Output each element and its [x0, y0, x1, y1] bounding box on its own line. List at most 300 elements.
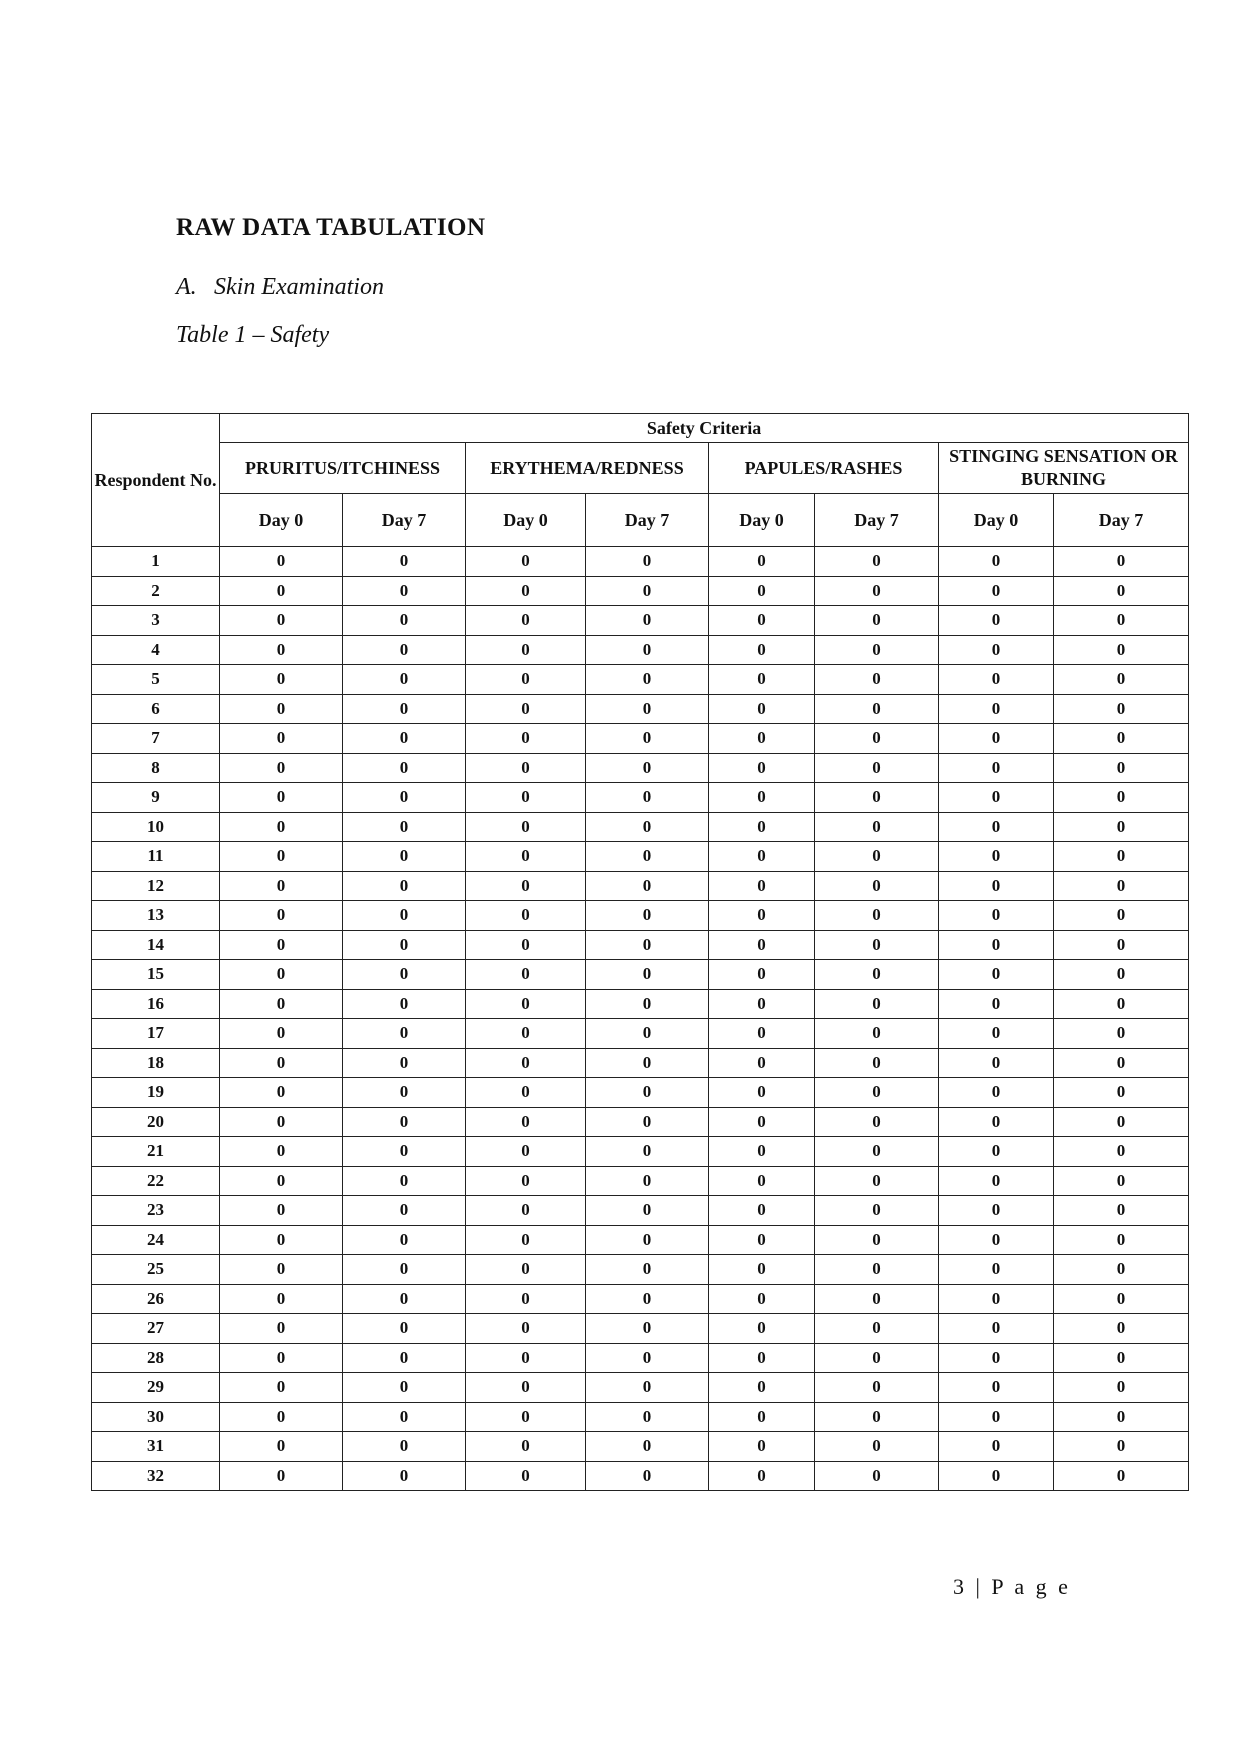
score-cell: 0 [939, 1137, 1054, 1167]
score-cell: 0 [586, 1255, 709, 1285]
table-row [92, 635, 1189, 665]
score-cell: 0 [939, 1078, 1054, 1108]
score-cell: 0 [220, 1432, 343, 1462]
respondent-number: 27 [92, 1314, 220, 1344]
table-row [92, 576, 1189, 606]
score-cell: 0 [343, 1196, 466, 1226]
score-cell: 0 [586, 1225, 709, 1255]
score-cell: 0 [939, 842, 1054, 872]
score-cell: 0 [343, 1343, 466, 1373]
score-cell: 0 [1054, 1461, 1189, 1491]
score-cell: 0 [709, 635, 815, 665]
score-cell: 0 [815, 1402, 939, 1432]
respondent-number: 26 [92, 1284, 220, 1314]
group-header-pruritus: PRURITUS/ITCHINESS [220, 443, 466, 494]
page-number: 3 | P a g e [953, 1574, 1071, 1599]
section-title-text: Skin Examination [214, 274, 384, 300]
score-cell: 0 [709, 1461, 815, 1491]
score-cell: 0 [220, 1402, 343, 1432]
score-cell: 0 [586, 842, 709, 872]
score-cell: 0 [1054, 1343, 1189, 1373]
respondent-number: 14 [92, 930, 220, 960]
score-cell: 0 [1054, 1225, 1189, 1255]
score-cell: 0 [220, 1107, 343, 1137]
score-cell: 0 [815, 576, 939, 606]
score-cell: 0 [466, 812, 586, 842]
table-row [92, 901, 1189, 931]
score-cell: 0 [586, 901, 709, 931]
table-row [92, 1255, 1189, 1285]
score-cell: 0 [220, 665, 343, 695]
table-row [92, 783, 1189, 813]
table-row [92, 1314, 1189, 1344]
score-cell: 0 [220, 547, 343, 577]
score-cell: 0 [343, 960, 466, 990]
score-cell: 0 [1054, 753, 1189, 783]
score-cell: 0 [586, 960, 709, 990]
score-cell: 0 [815, 1284, 939, 1314]
score-cell: 0 [343, 1225, 466, 1255]
score-cell: 0 [220, 606, 343, 636]
score-cell: 0 [220, 724, 343, 754]
score-cell: 0 [815, 901, 939, 931]
score-cell: 0 [939, 1019, 1054, 1049]
score-cell: 0 [815, 871, 939, 901]
score-cell: 0 [220, 1166, 343, 1196]
score-cell: 0 [939, 1461, 1054, 1491]
score-cell: 0 [220, 901, 343, 931]
score-cell: 0 [939, 753, 1054, 783]
respondent-number: 24 [92, 1225, 220, 1255]
score-cell: 0 [709, 1078, 815, 1108]
score-cell: 0 [220, 960, 343, 990]
group-header-stinging: STINGING SENSATION OR BURNING [939, 443, 1189, 494]
score-cell: 0 [815, 1107, 939, 1137]
score-cell: 0 [466, 635, 586, 665]
section-number: A. [176, 274, 197, 300]
score-cell: 0 [1054, 1107, 1189, 1137]
respondent-number: 13 [92, 901, 220, 931]
score-cell: 0 [939, 1343, 1054, 1373]
score-cell: 0 [709, 665, 815, 695]
day-header: Day 0 [220, 494, 343, 547]
respondent-number: 32 [92, 1461, 220, 1491]
score-cell: 0 [466, 1225, 586, 1255]
respondent-number: 17 [92, 1019, 220, 1049]
table-row [92, 1432, 1189, 1462]
score-cell: 0 [709, 1196, 815, 1226]
table-row [92, 989, 1189, 1019]
score-cell: 0 [343, 1314, 466, 1344]
score-cell: 0 [220, 753, 343, 783]
score-cell: 0 [343, 576, 466, 606]
score-cell: 0 [939, 576, 1054, 606]
score-cell: 0 [709, 812, 815, 842]
respondent-number: 19 [92, 1078, 220, 1108]
score-cell: 0 [466, 1432, 586, 1462]
score-cell: 0 [343, 1402, 466, 1432]
score-cell: 0 [586, 724, 709, 754]
score-cell: 0 [709, 694, 815, 724]
score-cell: 0 [586, 1373, 709, 1403]
score-cell: 0 [220, 812, 343, 842]
respondent-number: 7 [92, 724, 220, 754]
score-cell: 0 [815, 1166, 939, 1196]
respondent-number: 16 [92, 989, 220, 1019]
score-cell: 0 [586, 1019, 709, 1049]
table-row [92, 1343, 1189, 1373]
score-cell: 0 [709, 1314, 815, 1344]
score-cell: 0 [939, 1402, 1054, 1432]
score-cell: 0 [343, 635, 466, 665]
score-cell: 0 [709, 606, 815, 636]
score-cell: 0 [709, 753, 815, 783]
score-cell: 0 [939, 547, 1054, 577]
score-cell: 0 [220, 783, 343, 813]
score-cell: 0 [466, 547, 586, 577]
day-header: Day 0 [466, 494, 586, 547]
score-cell: 0 [1054, 1402, 1189, 1432]
score-cell: 0 [466, 1166, 586, 1196]
header-row-days [92, 494, 1189, 547]
score-cell: 0 [709, 960, 815, 990]
score-cell: 0 [709, 1255, 815, 1285]
score-cell: 0 [1054, 871, 1189, 901]
respondent-number: 30 [92, 1402, 220, 1432]
respondent-number: 22 [92, 1166, 220, 1196]
score-cell: 0 [220, 1373, 343, 1403]
header-row-groups [92, 443, 1189, 494]
table-row [92, 1137, 1189, 1167]
score-cell: 0 [343, 1432, 466, 1462]
score-cell: 0 [220, 576, 343, 606]
table-row [92, 960, 1189, 990]
score-cell: 0 [586, 1343, 709, 1373]
score-cell: 0 [466, 606, 586, 636]
score-cell: 0 [466, 842, 586, 872]
respondent-number: 8 [92, 753, 220, 783]
score-cell: 0 [586, 1107, 709, 1137]
score-cell: 0 [939, 1107, 1054, 1137]
score-cell: 0 [815, 812, 939, 842]
respondent-number: 28 [92, 1343, 220, 1373]
score-cell: 0 [343, 930, 466, 960]
score-cell: 0 [1054, 1255, 1189, 1285]
score-cell: 0 [709, 724, 815, 754]
score-cell: 0 [586, 1461, 709, 1491]
score-cell: 0 [939, 1196, 1054, 1226]
score-cell: 0 [220, 1255, 343, 1285]
score-cell: 0 [709, 1048, 815, 1078]
table-row [92, 665, 1189, 695]
score-cell: 0 [709, 1343, 815, 1373]
score-cell: 0 [709, 1284, 815, 1314]
score-cell: 0 [815, 753, 939, 783]
score-cell: 0 [220, 989, 343, 1019]
score-cell: 0 [1054, 812, 1189, 842]
score-cell: 0 [939, 1432, 1054, 1462]
score-cell: 0 [343, 1166, 466, 1196]
score-cell: 0 [343, 989, 466, 1019]
respondent-number: 21 [92, 1137, 220, 1167]
score-cell: 0 [815, 1255, 939, 1285]
score-cell: 0 [1054, 1284, 1189, 1314]
day-header: Day 7 [1054, 494, 1189, 547]
score-cell: 0 [466, 901, 586, 931]
score-cell: 0 [586, 606, 709, 636]
group-header-papules: PAPULES/RASHES [709, 443, 939, 494]
table-row [92, 724, 1189, 754]
score-cell: 0 [343, 1137, 466, 1167]
respondent-number: 2 [92, 576, 220, 606]
score-cell: 0 [1054, 930, 1189, 960]
table-row [92, 694, 1189, 724]
score-cell: 0 [709, 1019, 815, 1049]
score-cell: 0 [1054, 724, 1189, 754]
score-cell: 0 [466, 1048, 586, 1078]
score-cell: 0 [815, 665, 939, 695]
respondent-number: 11 [92, 842, 220, 872]
day-header: Day 0 [939, 494, 1054, 547]
score-cell: 0 [1054, 1166, 1189, 1196]
score-cell: 0 [220, 1019, 343, 1049]
score-cell: 0 [939, 1314, 1054, 1344]
score-cell: 0 [343, 1107, 466, 1137]
score-cell: 0 [709, 1373, 815, 1403]
score-cell: 0 [343, 694, 466, 724]
score-cell: 0 [815, 1432, 939, 1462]
respondent-number: 31 [92, 1432, 220, 1462]
score-cell: 0 [466, 930, 586, 960]
score-cell: 0 [1054, 842, 1189, 872]
score-cell: 0 [586, 1402, 709, 1432]
score-cell: 0 [343, 1284, 466, 1314]
score-cell: 0 [466, 665, 586, 695]
score-cell: 0 [815, 1078, 939, 1108]
table-body [92, 547, 1189, 1491]
respondent-header: Respondent No. [92, 414, 220, 547]
score-cell: 0 [220, 1078, 343, 1108]
score-cell: 0 [815, 989, 939, 1019]
score-cell: 0 [1054, 1314, 1189, 1344]
score-cell: 0 [709, 783, 815, 813]
score-cell: 0 [466, 753, 586, 783]
score-cell: 0 [815, 1196, 939, 1226]
table-row [92, 930, 1189, 960]
score-cell: 0 [815, 842, 939, 872]
score-cell: 0 [939, 901, 1054, 931]
score-cell: 0 [1054, 1196, 1189, 1226]
score-cell: 0 [939, 1225, 1054, 1255]
score-cell: 0 [466, 1107, 586, 1137]
score-cell: 0 [466, 1461, 586, 1491]
score-cell: 0 [1054, 1373, 1189, 1403]
score-cell: 0 [1054, 635, 1189, 665]
table-row [92, 1166, 1189, 1196]
respondent-number: 25 [92, 1255, 220, 1285]
score-cell: 0 [815, 783, 939, 813]
score-cell: 0 [586, 812, 709, 842]
respondent-number: 1 [92, 547, 220, 577]
score-cell: 0 [939, 1284, 1054, 1314]
group-header-erythema: ERYTHEMA/REDNESS [466, 443, 709, 494]
score-cell: 0 [343, 606, 466, 636]
score-cell: 0 [815, 960, 939, 990]
score-cell: 0 [343, 1461, 466, 1491]
score-cell: 0 [709, 930, 815, 960]
page-heading: RAW DATA TABULATION [176, 214, 486, 241]
score-cell: 0 [1054, 1137, 1189, 1167]
score-cell: 0 [466, 989, 586, 1019]
score-cell: 0 [709, 1225, 815, 1255]
score-cell: 0 [586, 635, 709, 665]
score-cell: 0 [586, 1048, 709, 1078]
score-cell: 0 [709, 547, 815, 577]
score-cell: 0 [939, 1255, 1054, 1285]
table-row [92, 1048, 1189, 1078]
score-cell: 0 [815, 1314, 939, 1344]
day-header: Day 7 [343, 494, 466, 547]
score-cell: 0 [220, 1196, 343, 1226]
day-header: Day 0 [709, 494, 815, 547]
score-cell: 0 [1054, 1019, 1189, 1049]
score-cell: 0 [939, 665, 1054, 695]
table-caption: Table 1 – Safety [176, 322, 330, 348]
respondent-number: 23 [92, 1196, 220, 1226]
respondent-number: 20 [92, 1107, 220, 1137]
score-cell: 0 [939, 989, 1054, 1019]
score-cell: 0 [815, 606, 939, 636]
table-row [92, 1461, 1189, 1491]
score-cell: 0 [343, 753, 466, 783]
score-cell: 0 [343, 1373, 466, 1403]
table-row [92, 1019, 1189, 1049]
score-cell: 0 [343, 665, 466, 695]
score-cell: 0 [586, 989, 709, 1019]
table-row [92, 812, 1189, 842]
score-cell: 0 [1054, 694, 1189, 724]
score-cell: 0 [466, 1402, 586, 1432]
table-row [92, 1196, 1189, 1226]
score-cell: 0 [709, 842, 815, 872]
day-header: Day 7 [815, 494, 939, 547]
table-row [92, 1078, 1189, 1108]
score-cell: 0 [586, 576, 709, 606]
score-cell: 0 [939, 783, 1054, 813]
score-cell: 0 [466, 694, 586, 724]
score-cell: 0 [466, 1019, 586, 1049]
score-cell: 0 [815, 1343, 939, 1373]
score-cell: 0 [220, 1343, 343, 1373]
score-cell: 0 [220, 1314, 343, 1344]
score-cell: 0 [343, 901, 466, 931]
score-cell: 0 [220, 1137, 343, 1167]
score-cell: 0 [709, 989, 815, 1019]
score-cell: 0 [586, 871, 709, 901]
score-cell: 0 [1054, 783, 1189, 813]
score-cell: 0 [466, 960, 586, 990]
section-title [176, 274, 384, 301]
score-cell: 0 [939, 1166, 1054, 1196]
score-cell: 0 [1054, 1048, 1189, 1078]
table-row [92, 871, 1189, 901]
score-cell: 0 [1054, 665, 1189, 695]
score-cell: 0 [220, 635, 343, 665]
score-cell: 0 [220, 1461, 343, 1491]
score-cell: 0 [939, 1048, 1054, 1078]
score-cell: 0 [466, 1078, 586, 1108]
score-cell: 0 [815, 1225, 939, 1255]
score-cell: 0 [939, 694, 1054, 724]
score-cell: 0 [586, 753, 709, 783]
score-cell: 0 [815, 1048, 939, 1078]
score-cell: 0 [466, 783, 586, 813]
respondent-number: 12 [92, 871, 220, 901]
score-cell: 0 [466, 1373, 586, 1403]
score-cell: 0 [939, 871, 1054, 901]
score-cell: 0 [1054, 989, 1189, 1019]
score-cell: 0 [815, 1373, 939, 1403]
score-cell: 0 [709, 1402, 815, 1432]
score-cell: 0 [343, 1255, 466, 1285]
score-cell: 0 [586, 930, 709, 960]
score-cell: 0 [815, 694, 939, 724]
score-cell: 0 [220, 930, 343, 960]
table-row [92, 606, 1189, 636]
score-cell: 0 [220, 694, 343, 724]
score-cell: 0 [343, 1078, 466, 1108]
score-cell: 0 [1054, 1432, 1189, 1462]
score-cell: 0 [939, 812, 1054, 842]
score-cell: 0 [343, 1019, 466, 1049]
respondent-number: 6 [92, 694, 220, 724]
score-cell: 0 [586, 1314, 709, 1344]
score-cell: 0 [815, 635, 939, 665]
score-cell: 0 [466, 1343, 586, 1373]
score-cell: 0 [815, 724, 939, 754]
score-cell: 0 [586, 1137, 709, 1167]
score-cell: 0 [343, 842, 466, 872]
score-cell: 0 [343, 783, 466, 813]
score-cell: 0 [939, 635, 1054, 665]
respondent-number: 10 [92, 812, 220, 842]
score-cell: 0 [343, 871, 466, 901]
respondent-number: 29 [92, 1373, 220, 1403]
score-cell: 0 [220, 1225, 343, 1255]
score-cell: 0 [466, 1314, 586, 1344]
header-row-super [92, 414, 1189, 443]
day-header: Day 7 [586, 494, 709, 547]
score-cell: 0 [466, 724, 586, 754]
score-cell: 0 [343, 812, 466, 842]
safety-table [91, 413, 1189, 1491]
score-cell: 0 [939, 1373, 1054, 1403]
score-cell: 0 [466, 1284, 586, 1314]
score-cell: 0 [1054, 547, 1189, 577]
score-cell: 0 [1054, 606, 1189, 636]
score-cell: 0 [466, 1255, 586, 1285]
score-cell: 0 [1054, 1078, 1189, 1108]
score-cell: 0 [939, 724, 1054, 754]
score-cell: 0 [709, 1432, 815, 1462]
score-cell: 0 [586, 1196, 709, 1226]
score-cell: 0 [815, 547, 939, 577]
score-cell: 0 [343, 1048, 466, 1078]
table-row [92, 1373, 1189, 1403]
score-cell: 0 [220, 842, 343, 872]
table-row [92, 1225, 1189, 1255]
score-cell: 0 [709, 1137, 815, 1167]
